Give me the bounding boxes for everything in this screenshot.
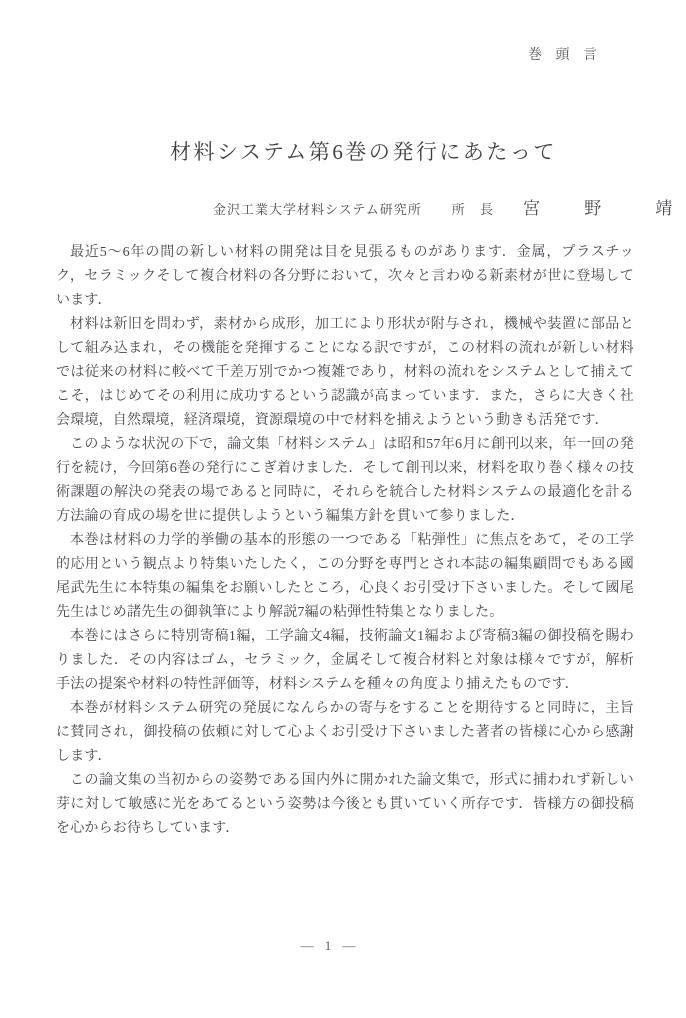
author-name-family: 宮 野: [522, 199, 622, 218]
body-paragraph: 本巻は材料の力学的挙働の基本的形態の一つである「粘弾性」に焦点をあて，その工学的応用という観点より特集いたしたく，この分野を専門とされ本誌の編集顧問でもある國尾武先生に本特集の編集をお願いしたところ，心良くお引受け下さいました。そして國尾先生はじめ諸先生の御執筆により解説7編の粘弾性特集となりました。: [56, 533, 634, 620]
page-number: — 1 —: [300, 938, 360, 953]
body-paragraph: 本巻にはさらに特別寄稿1編，工学論文4編，技術論文1編および寄稿3編の御投稿を賜わりました．その内容はゴム，セラミック，金属そして複合材料と対象は様々ですが，解析手法の提案や材料の特性評価等，材料システムを種々の角度より捕えたものです．: [56, 629, 634, 692]
page-header-label: 巻 頭 言: [528, 48, 602, 63]
author-affiliation: 金沢工業大学材料システム研究所: [213, 202, 422, 217]
author-role: 所 長: [451, 202, 499, 217]
author-line: [213, 194, 672, 219]
body-paragraph: 本巻が材料システム研究の発展になんらかの寄与をすることを期待すると同時に，主旨に賛同され，御投稿の依頼に対して心よくお引受け下さいました著者の皆様に心から感謝します．: [56, 701, 634, 764]
document-title: 材料システム第6巻の発行にあたって: [170, 140, 557, 165]
document-body: [56, 241, 634, 841]
body-paragraph: 最近5～6年の間の新しい材料の開発は目を見張るものがあります．金属，プラスチック，セラミックそして複合材料の各分野において，次々と言わゆる新素材が世に登場しています．: [56, 245, 634, 308]
body-paragraph: このような状況の下で，論文集「材料システム」は昭和57年6月に創刊以来，年一回の発行を続け，今回第6巻の発行にこぎ着けました．そして創刊以来，材料を取り巻く様々の技術課題の解決の発表の場であると同時に，それらを統合した材料システムの最適化を計る方法論の育成の場を世に提供しようという編集方針を貫いて参りました．: [56, 437, 634, 524]
body-paragraph: この論文集の当初からの姿勢である国内外に開かれた論文集で，形式に捕われず新しい芽に対して敏感に光をあてるという姿勢は今後とも貫いていく所存です．皆様方の御投稿を心からお待ちしています．: [56, 773, 634, 836]
author-name-given: 靖: [655, 199, 673, 218]
body-paragraph: 材料は新旧を問わず，素材から成形，加工により形状が附与され，機械や装置に部品として組み込まれ，その機能を発揮することになる訳ですが，この材料の流れが新しい材料では従来の材料に較べて千差万別でかつ複雑であり，材料の流れをシステムとして捕えてこそ，はじめてその利用に成功するという認識が高まっています．また，さらに大きく社会環境，自然環境，経済環境，資源環境の中で材料を捕えようという動きも活発です．: [56, 317, 634, 428]
